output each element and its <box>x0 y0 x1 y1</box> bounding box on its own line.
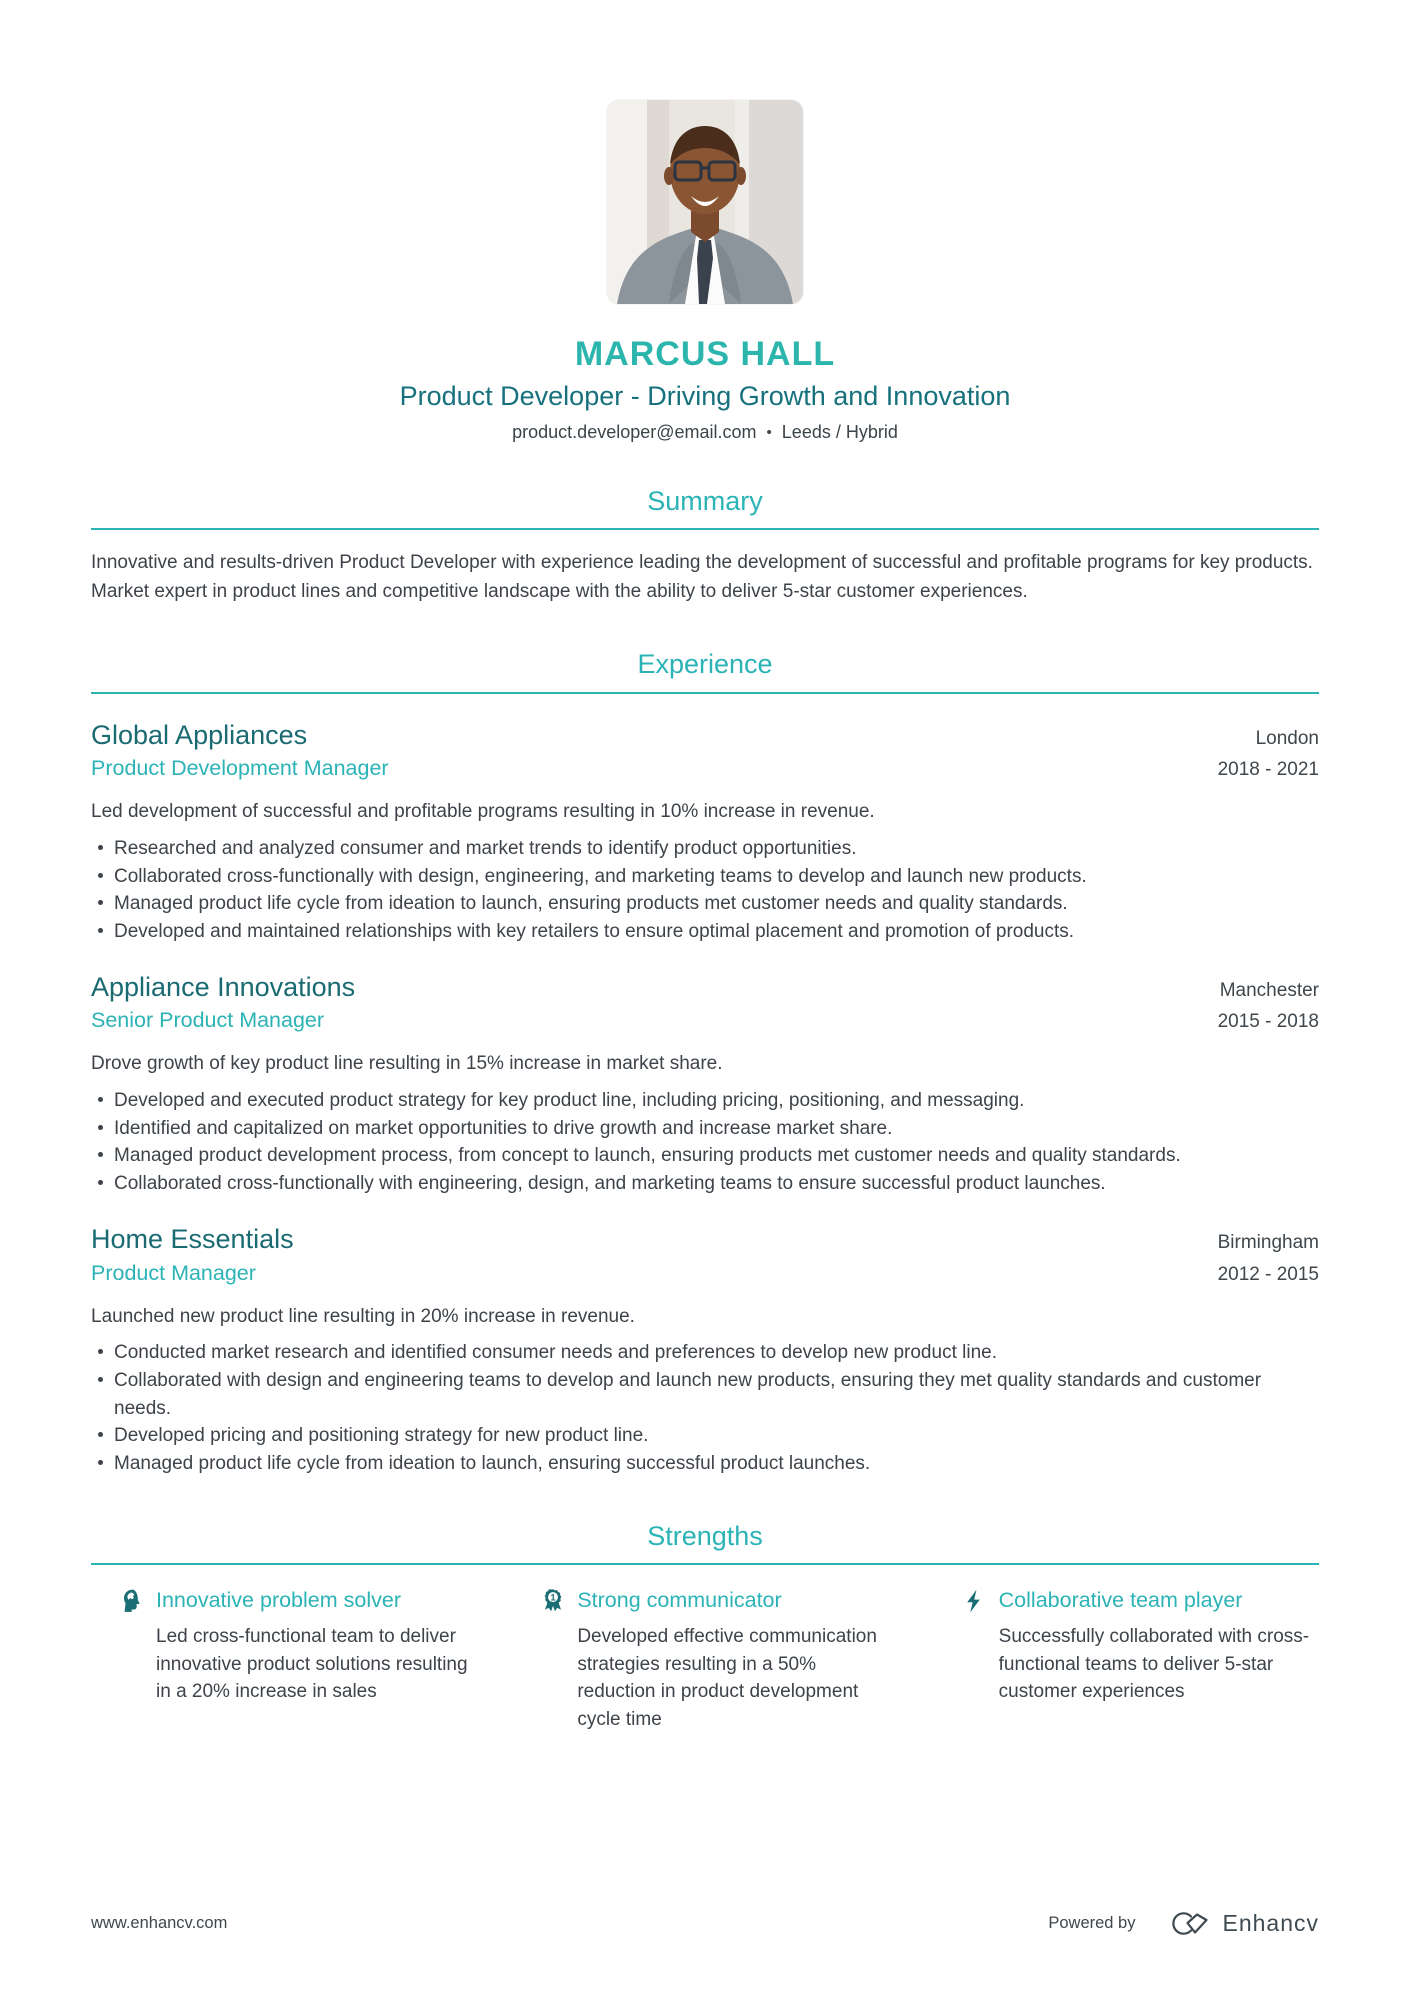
strength-head <box>119 1588 476 1614</box>
experience-entry <box>91 719 1319 946</box>
strength-item <box>91 1588 476 1733</box>
location-text: Leeds / Hybrid <box>781 421 898 442</box>
lightning-bolt-icon <box>962 1588 988 1614</box>
strength-item <box>512 1588 897 1733</box>
experience-section-head <box>91 648 1319 693</box>
bullet-item: Developed and executed product strategy for key product line, including pricing, positioning, and messaging. <box>91 1087 1319 1115</box>
section-strengths <box>91 1520 1319 1734</box>
portrait-illustration <box>607 100 803 304</box>
entry-subheader-row <box>91 1004 1319 1035</box>
entry-header-row <box>91 719 1319 753</box>
candidate-name: MARCUS HALL <box>574 335 836 373</box>
bullet-item: Managed product life cycle from ideation to launch, ensuring products met customer needs and quality standards. <box>91 890 1319 918</box>
entry-description: Drove growth of key product line resulting in 15% increase in market share. <box>91 1053 723 1075</box>
enhancv-logo-text: Enhancv <box>1222 1910 1319 1936</box>
experience-entry <box>91 1223 1319 1478</box>
strength-text: Led cross-functional team to deliver innovative product solutions resulting in a 20% increase in sales <box>156 1626 468 1703</box>
entry-role: Product Manager <box>91 1260 256 1285</box>
entry-dates: 2015 - 2018 <box>1217 1011 1319 1033</box>
entry-dates: 2018 - 2021 <box>1217 759 1319 781</box>
summary-text: Innovative and results-driven Product Developer with experience leading the development of successful and profitable programs for key products. Market expert in product lines and competitive landscape with the ability to deliver 5-star customer experiences. <box>91 552 1313 602</box>
strength-text: Developed effective communication strategies resulting in a 50% reduction in product development cycle time <box>577 1626 877 1730</box>
strengths-grid <box>91 1588 1319 1733</box>
experience-section-title: Experience <box>637 649 773 680</box>
company-name: Home Essentials <box>91 1223 294 1254</box>
bullet-item: Identified and capitalized on market opportunities to drive growth and increase market share. <box>91 1115 1319 1143</box>
entry-description: Led development of successful and profitable programs resulting in 10% increase in revenue. <box>91 801 875 823</box>
head-brain-icon <box>119 1588 145 1614</box>
bullet-item: Collaborated with design and engineering teams to develop and launch new products, ensuring they met quality standards and customer needs. <box>91 1367 1319 1422</box>
website-link[interactable]: www.enhancv.com <box>91 1914 228 1932</box>
entry-role: Product Development Manager <box>91 756 389 781</box>
bullet-item: Researched and analyzed consumer and market trends to identify product opportunities. <box>91 835 1319 863</box>
strength-head <box>540 1588 897 1614</box>
bullet-list <box>91 1087 1319 1198</box>
page-footer <box>91 1910 1319 1937</box>
strengths-section-head <box>91 1520 1319 1565</box>
strength-head <box>962 1588 1319 1614</box>
entry-header-row <box>91 971 1319 1005</box>
entry-subheader-row <box>91 1257 1319 1288</box>
summary-section-title: Summary <box>647 485 763 516</box>
bullet-item: Collaborated cross-functionally with engineering, design, and marketing teams to ensure successful product launches. <box>91 1170 1319 1198</box>
experience-entry <box>91 971 1319 1198</box>
strengths-section-title: Strengths <box>647 1520 763 1551</box>
bullet-item: Developed pricing and positioning strategy for new product line. <box>91 1422 1319 1450</box>
profile-photo <box>607 100 803 304</box>
footer-branding <box>1048 1910 1319 1937</box>
bullet-item: Collaborated cross-functionally with design, engineering, and marketing teams to develop and launch new products. <box>91 863 1319 891</box>
bullet-item: Managed product development process, from concept to launch, ensuring products met customer needs and quality standards. <box>91 1142 1319 1170</box>
entry-dates: 2012 - 2015 <box>1217 1263 1319 1285</box>
entry-location: Birmingham <box>1217 1231 1319 1253</box>
strength-title: Collaborative team player <box>998 1588 1243 1613</box>
dot-separator-icon: • <box>766 423 772 441</box>
contact-row <box>91 422 1319 443</box>
entry-location: London <box>1255 727 1319 749</box>
bullet-item: Conducted market research and identified consumer needs and preferences to develop new product line. <box>91 1339 1319 1367</box>
section-experience <box>91 648 1319 1478</box>
enhancv-logo[interactable] <box>1161 1910 1319 1937</box>
strength-title: Strong communicator <box>577 1588 782 1613</box>
entry-location: Manchester <box>1219 979 1319 1001</box>
summary-section-head <box>91 485 1319 530</box>
resume-header <box>91 0 1319 443</box>
bullet-item: Developed and maintained relationships with key retailers to ensure optimal placement and promotion of products. <box>91 918 1319 946</box>
bullet-list <box>91 835 1319 946</box>
bullet-list <box>91 1339 1319 1478</box>
company-name: Global Appliances <box>91 719 308 750</box>
section-summary <box>91 485 1319 606</box>
medal-icon <box>540 1588 566 1614</box>
bullet-item: Managed product life cycle from ideation to launch, ensuring successful product launches. <box>91 1450 1319 1478</box>
email-text[interactable]: product.developer@email.com <box>512 421 757 442</box>
strength-item <box>934 1588 1319 1733</box>
candidate-headline: Product Developer - Driving Growth and Innovation <box>399 381 1011 412</box>
company-name: Appliance Innovations <box>91 971 356 1002</box>
enhancv-logo-icon <box>1161 1910 1213 1937</box>
svg-text:1: 1 <box>550 1592 556 1603</box>
entry-role: Senior Product Manager <box>91 1008 325 1033</box>
entry-header-row <box>91 1223 1319 1257</box>
entry-description: Launched new product line resulting in 20% increase in revenue. <box>91 1305 635 1327</box>
strength-title: Innovative problem solver <box>156 1588 401 1613</box>
powered-by-label: Powered by <box>1048 1914 1136 1932</box>
entry-subheader-row <box>91 752 1319 783</box>
strength-text: Successfully collaborated with cross-functional teams to deliver 5-star customer experiences <box>998 1626 1310 1703</box>
